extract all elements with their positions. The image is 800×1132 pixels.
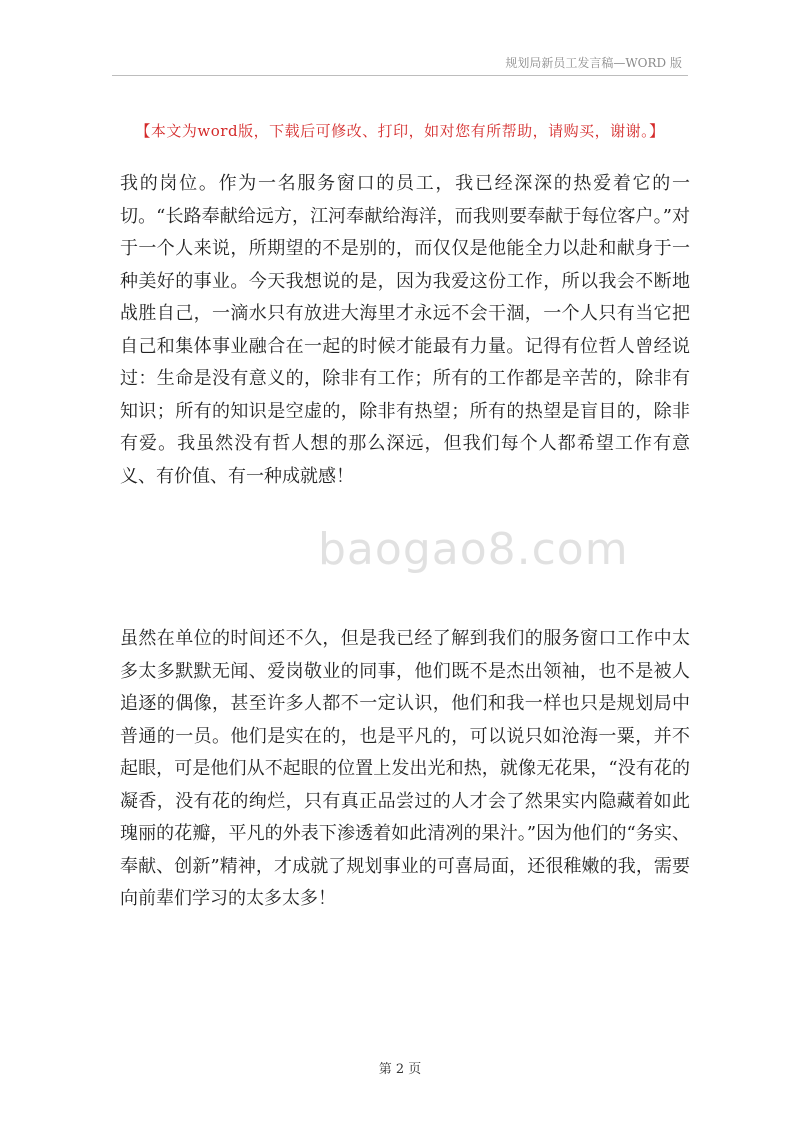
page-number: 第 2 页 bbox=[378, 1062, 422, 1077]
header-divider bbox=[112, 75, 688, 76]
page-header-title: 规划局新员工发言稿—WORD 版 bbox=[505, 56, 682, 70]
body-paragraph: 我的岗位。作为一名服务窗口的员工，我已经深深的热爱着它的一切。“长路奉献给远方，江河奉献给海洋，而我则要奉献于每位客户。”对于一个人来说，所期望的不是别的，而仅仅是他能全力以赴和献身于一种美好的事业。今天我想说的是，因为我爱这份工作，所以我会不断地战胜自己，一滴水只有放进大海里才永远不会干涸，一个人只有当它把自己和集体事业融合在一起的时候才能最有力量。记得有位哲人曾经说过：生命是没有意义的，除非有工作；所有的工作都是辛苦的，除非有知识；所有的知识是空虚的，除非有热望；所有的热望是盲目的，除非有爱。我虽然没有哲人想的那么深远，但我们每个人都希望工作有意义、有价值、有一种成就感！ bbox=[120, 173, 690, 487]
body-paragraph: 虽然在单位的时间还不久，但是我已经了解到我们的服务窗口工作中太多太多默默无闻、爱岗敬业的同事，他们既不是杰出领袖，也不是被人追逐的偶像，甚至许多人都不一定认识，他们和我一样也只是规划局中普通的一员。他们是实在的，也是平凡的，可以说只如沧海一粟，并不起眼，可是他们从不起眼的位置上发出光和热，就像无花果，“没有花的凝香，没有花的绚烂，只有真正品尝过的人才会了然果实内隐藏着如此瑰丽的花瓣，平凡的外表下渗透着如此清冽的果汁。”因为他们的“务实、奉献、创新”精神，才成就了规划事业的可喜局面，还很稚嫩的我，需要向前辈们学习的太多太多！ bbox=[120, 628, 690, 909]
watermark: baogao8.com bbox=[318, 524, 629, 575]
download-notice: 【本文为word版，下载后可修改、打印，如对您有所帮助，请购买，谢谢。】 bbox=[135, 122, 665, 140]
